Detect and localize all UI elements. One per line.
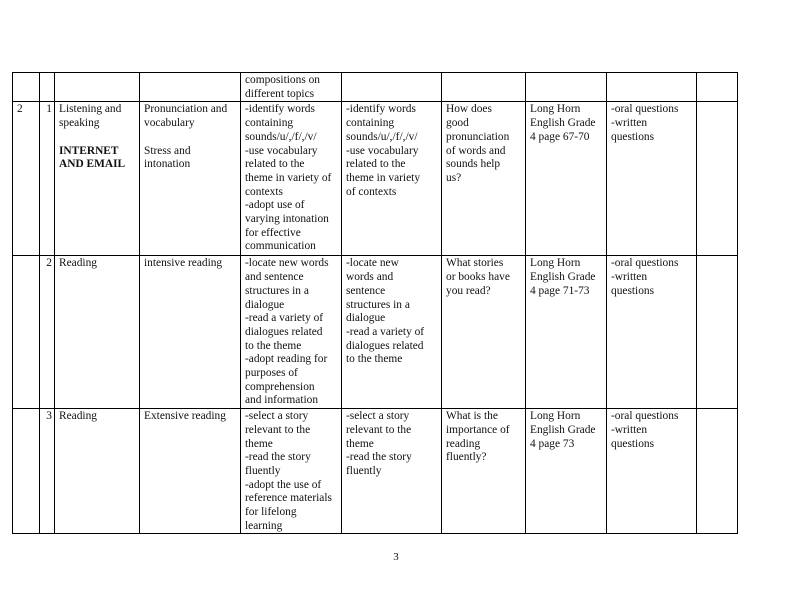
inquiry-cell: What stories or books have you read?: [442, 256, 526, 409]
lesson-cell: 2: [40, 256, 55, 409]
experiences-cell: -locate new words and sentence structures in a dialogue -read a variety of dialogues related to the theme: [342, 256, 442, 409]
week-cell: [13, 256, 40, 409]
inquiry-cell: [442, 73, 526, 102]
table-row: [13, 256, 738, 409]
strand-cell: [55, 102, 140, 256]
strand-text: Listening and speaking: [59, 103, 122, 130]
outcomes-cell: -identify words containing sounds/u/,/f/,/v/ -use vocabulary related to the theme in variety of contexts -adopt use of varying intonation for effective communication: [241, 102, 342, 256]
experiences-cell: -select a story relevant to the theme -read the story fluently: [342, 409, 442, 534]
lesson-cell: [40, 73, 55, 102]
strand-cell: [55, 73, 140, 102]
sub-strand-cell: [140, 73, 241, 102]
table-row: [13, 102, 738, 256]
week-cell: 2: [13, 102, 40, 256]
table-row: [13, 409, 738, 534]
resources-cell: [526, 73, 607, 102]
sub-strand-cell: Extensive reading: [140, 409, 241, 534]
experiences-cell: -identify words containing sounds/u/,/f/,/v/ -use vocabulary related to the theme in variety of contexts: [342, 102, 442, 256]
week-cell: [13, 73, 40, 102]
outcomes-cell: -select a story relevant to the theme -read the story fluently -adopt the use of reference materials for lifelong learning: [241, 409, 342, 534]
assessment-cell: -oral questions -written questions: [607, 102, 697, 256]
resources-cell: Long Horn English Grade 4 page 67-70: [526, 102, 607, 256]
assessment-cell: -oral questions -written questions: [607, 256, 697, 409]
inquiry-cell: How does good pronunciation of words and sounds help us?: [442, 102, 526, 256]
theme-title: INTERNET AND EMAIL: [59, 144, 126, 171]
strand-cell: Reading: [55, 256, 140, 409]
scheme-of-work-table: [12, 72, 738, 534]
outcomes-cell: -locate new words and sentence structures in a dialogue -read a variety of dialogues related to the theme -adopt reading for purposes of comprehension and information: [241, 256, 342, 409]
strand-cell: Reading: [55, 409, 140, 534]
inquiry-cell: What is the importance of reading fluently?: [442, 409, 526, 534]
remarks-cell: [697, 73, 738, 102]
resources-cell: Long Horn English Grade 4 page 73: [526, 409, 607, 534]
remarks-cell: [697, 256, 738, 409]
week-cell: [13, 409, 40, 534]
sub-strand-cell: Pronunciation and vocabulary Stress and intonation: [140, 102, 241, 256]
page-number: 3: [393, 551, 399, 563]
experiences-cell: [342, 73, 442, 102]
outcomes-cell: compositions on different topics: [241, 73, 342, 102]
resources-cell: Long Horn English Grade 4 page 71-73: [526, 256, 607, 409]
lesson-cell: 1: [40, 102, 55, 256]
table-row: [13, 73, 738, 102]
assessment-cell: [607, 73, 697, 102]
lesson-cell: 3: [40, 409, 55, 534]
sub-strand-cell: intensive reading: [140, 256, 241, 409]
remarks-cell: [697, 102, 738, 256]
remarks-cell: [697, 409, 738, 534]
assessment-cell: -oral questions -written questions: [607, 409, 697, 534]
